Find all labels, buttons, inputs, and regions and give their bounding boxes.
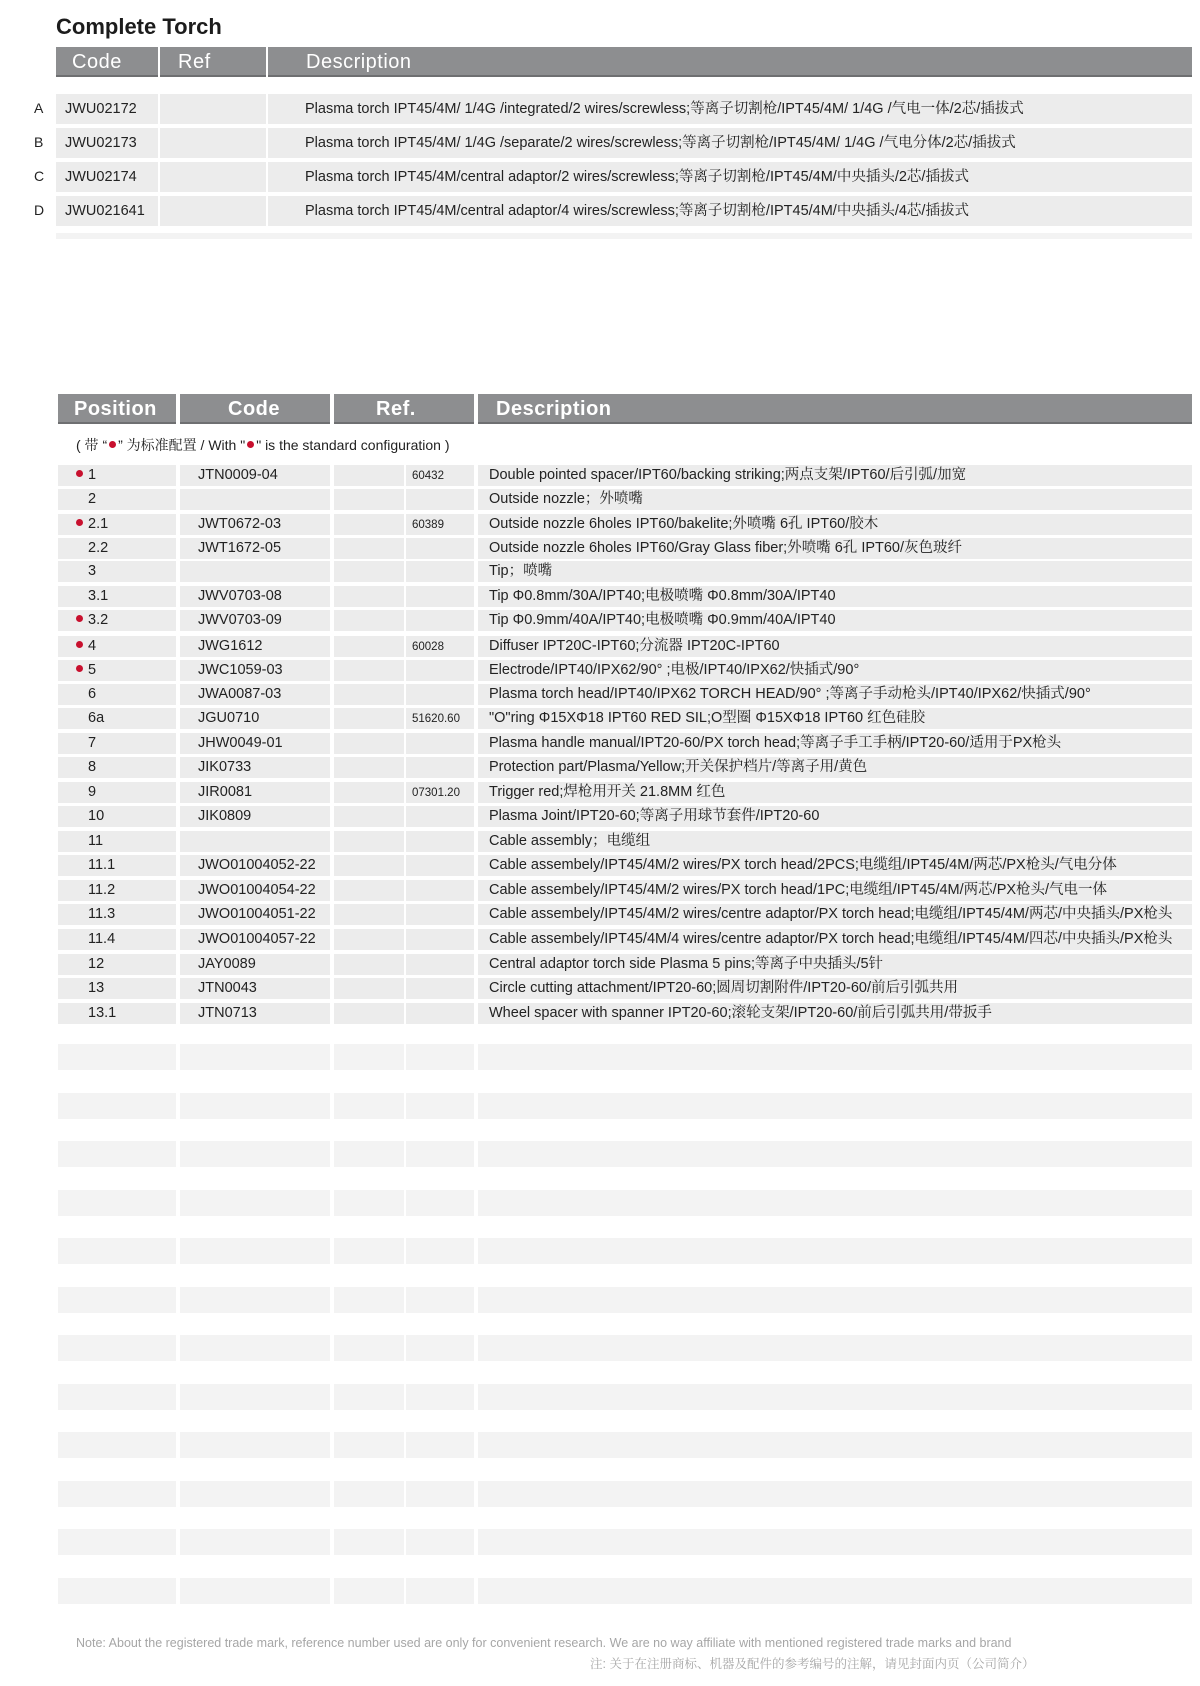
position-label: 4: [88, 638, 97, 654]
position-label: 5: [88, 662, 97, 678]
cell-bg: [406, 978, 474, 999]
row-code: JWO01004052-22: [198, 857, 316, 873]
cell-bg: [334, 904, 404, 925]
position-label: 11.1: [88, 857, 116, 873]
row-description: Plasma torch head/IPT40/IPX62 TORCH HEAD/90° ;等离子手动枪头/IPT40/IPX62/快插式/90°: [489, 686, 1091, 702]
cell-bg: [160, 196, 266, 226]
cell-bg: [334, 831, 404, 852]
cell-bg: [406, 538, 474, 559]
row-code: JWU02172: [65, 101, 137, 117]
row-description: Outside nozzle 6holes IPT60/Gray Glass fiber;外喷嘴 6孔 IPT60/灰色玻纤: [489, 540, 963, 556]
position-label: 3: [88, 563, 97, 579]
standard-dot-icon: [247, 441, 254, 448]
cell-bg: [334, 782, 404, 803]
empty-cell: [58, 1190, 176, 1216]
cell-bg: [406, 684, 474, 705]
row-position: [76, 636, 96, 656]
row-description: Diffuser IPT20C-IPT60;分流器 IPT20C-IPT60: [489, 638, 780, 654]
position-label: 13.1: [88, 1005, 117, 1021]
standard-dot-icon: [76, 519, 83, 526]
position-label: 13: [88, 980, 105, 996]
row-code: JHW0049-01: [198, 735, 283, 751]
header-ref: Ref.: [334, 394, 474, 424]
position-label: 7: [88, 735, 97, 751]
empty-cell: [58, 1287, 176, 1313]
cell-bg: [406, 880, 474, 901]
cell-bg: [180, 489, 330, 510]
cell-bg: [406, 929, 474, 950]
empty-cell: [180, 1481, 330, 1507]
row-code: JIK0809: [198, 808, 252, 824]
legend-suffix: " is the standard configuration ): [256, 437, 450, 453]
empty-cell: [180, 1141, 330, 1167]
empty-cell: [180, 1287, 330, 1313]
empty-cell: [180, 1335, 330, 1361]
empty-cell: [334, 1335, 404, 1361]
row-position: [76, 465, 96, 485]
empty-cell: [406, 1432, 474, 1458]
empty-cell: [478, 1432, 1192, 1458]
cell-bg: [334, 1003, 404, 1024]
row-position: [76, 831, 103, 851]
empty-cell: [58, 1529, 176, 1555]
cell-bg: [406, 489, 474, 510]
row-position: [76, 904, 115, 924]
empty-cell: [406, 1335, 474, 1361]
empty-cell: [478, 1384, 1192, 1410]
row-description: Tip；喷嘴: [489, 563, 553, 579]
empty-cell: [406, 1190, 474, 1216]
cell-bg: [406, 954, 474, 975]
cell-bg: [56, 233, 1192, 239]
empty-cell: [180, 1044, 330, 1070]
row-description: Plasma torch IPT45/4M/ 1/4G /integrated/2 wires/screwless;等离子切割枪/IPT45/4M/ 1/4G /气电一体/2芯/插拔式: [305, 101, 1024, 117]
position-label: 3.2: [88, 612, 109, 628]
position-label: 11.4: [88, 931, 116, 947]
cell-bg: [160, 162, 266, 192]
row-code: JWC1059-03: [198, 662, 283, 678]
row-letter: B: [34, 134, 44, 150]
header-code: Code: [180, 394, 330, 424]
position-label: 10: [88, 808, 105, 824]
row-description: Wheel spacer with spanner IPT20-60;滚轮支架/IPT20-60/前后引弧共用/带扳手: [489, 1005, 992, 1021]
empty-cell: [406, 1529, 474, 1555]
row-position: [76, 855, 115, 875]
row-description: Cable assembely/IPT45/4M/2 wires/PX torch head/1PC;电缆组/IPT45/4M/两芯/PX枪头/气电一体: [489, 882, 1108, 898]
empty-cell: [180, 1384, 330, 1410]
empty-cell: [334, 1238, 404, 1264]
cell-bg: [406, 904, 474, 925]
row-description: Trigger red;焊枪用开关 21.8MM 红色: [489, 784, 726, 800]
cell-bg: [334, 636, 404, 657]
row-description: Plasma Joint/IPT20-60;等离子用球节套件/IPT20-60: [489, 808, 820, 824]
empty-cell: [406, 1578, 474, 1604]
row-code: JWV0703-08: [198, 588, 282, 604]
row-letter: D: [34, 202, 45, 218]
footer-note-en: Note: About the registered trade mark, reference number used are only for convenient research. We are no way affiliate with mentioned registered trade marks and brand: [76, 1636, 1012, 1650]
row-position: [76, 880, 115, 900]
cell-bg: [334, 465, 404, 486]
row-position: [76, 514, 108, 534]
row-position: [76, 806, 104, 826]
row-code: JWU021641: [65, 203, 145, 219]
cell-bg: [160, 128, 266, 158]
cell-bg: [180, 831, 330, 852]
legend-middle: ” 为标准配置 / With ": [118, 437, 246, 453]
position-label: 2.2: [88, 540, 109, 556]
empty-cell: [406, 1384, 474, 1410]
empty-cell: [180, 1190, 330, 1216]
header-description: Description: [478, 394, 1192, 424]
row-position: [76, 708, 104, 728]
header-description: Description: [268, 47, 1192, 77]
row-description: Circle cutting attachment/IPT20-60;圆周切割附件/IPT20-60/前后引弧共用: [489, 980, 958, 996]
row-description: Plasma torch IPT45/4M/central adaptor/4 wires/screwless;等离子切割枪/IPT45/4M/中央插头/4芯/插拔式: [305, 203, 969, 219]
row-ref: 07301.20: [412, 787, 460, 799]
cell-bg: [334, 708, 404, 729]
row-position: [76, 610, 108, 630]
row-code: JWT0672-03: [198, 516, 282, 532]
row-ref: 51620.60: [412, 713, 460, 725]
empty-cell: [58, 1093, 176, 1119]
row-code: JAY0089: [198, 956, 256, 972]
empty-cell: [406, 1481, 474, 1507]
row-position: [76, 954, 104, 974]
empty-cell: [58, 1432, 176, 1458]
header-position: Position: [58, 394, 176, 424]
position-label: 11.2: [88, 882, 116, 898]
row-position: [76, 929, 115, 949]
row-code: JGU0710: [198, 710, 260, 726]
empty-cell: [334, 1432, 404, 1458]
empty-cell: [58, 1481, 176, 1507]
empty-cell: [58, 1384, 176, 1410]
row-code: JIR0081: [198, 784, 253, 800]
row-description: Cable assembely/IPT45/4M/4 wires/centre adaptor/PX torch head;电缆组/IPT45/4M/四芯/中央插头/PX枪头: [489, 931, 1173, 947]
empty-cell: [478, 1481, 1192, 1507]
row-code: JWV0703-09: [198, 612, 282, 628]
position-label: 1: [88, 467, 97, 483]
cell-bg: [334, 929, 404, 950]
position-label: 12: [88, 956, 105, 972]
position-label: 11: [88, 833, 104, 849]
row-description: Plasma handle manual/IPT20-60/PX torch head;等离子手工手柄/IPT20-60/适用于PX枪头: [489, 735, 1062, 751]
cell-bg: [334, 806, 404, 827]
cell-bg: [334, 757, 404, 778]
row-position: [76, 660, 96, 680]
row-description: Tip Φ0.8mm/30A/IPT40;电极喷嘴 Φ0.8mm/30A/IPT40: [489, 588, 836, 604]
cell-bg: [334, 586, 404, 607]
cell-bg: [334, 610, 404, 631]
empty-cell: [406, 1141, 474, 1167]
empty-cell: [478, 1238, 1192, 1264]
empty-cell: [406, 1238, 474, 1264]
cell-bg: [334, 978, 404, 999]
cell-bg: [406, 660, 474, 681]
empty-cell: [334, 1481, 404, 1507]
row-ref: 60028: [412, 641, 444, 653]
empty-cell: [478, 1093, 1192, 1119]
cell-bg: [406, 831, 474, 852]
cell-bg: [334, 489, 404, 510]
row-description: Protection part/Plasma/Yellow;开关保护档片/等离子用/黄色: [489, 759, 868, 775]
cell-bg: [406, 806, 474, 827]
row-position: [76, 561, 96, 581]
position-label: 8: [88, 759, 97, 775]
cell-bg: [406, 610, 474, 631]
row-position: [76, 733, 96, 753]
empty-cell: [334, 1190, 404, 1216]
empty-cell: [478, 1190, 1192, 1216]
standard-dot-icon: [76, 470, 83, 477]
row-position: [76, 1003, 116, 1023]
row-description: Central adaptor torch side Plasma 5 pins;等离子中央插头/5针: [489, 956, 884, 972]
row-code: JWT1672-05: [198, 540, 282, 556]
standard-dot-icon: [109, 441, 116, 448]
legend-prefix: ( 带 “: [76, 437, 108, 453]
empty-cell: [406, 1287, 474, 1313]
row-code: JTN0713: [198, 1005, 257, 1021]
row-description: Plasma torch IPT45/4M/central adaptor/2 wires/screwless;等离子切割枪/IPT45/4M/中央插头/2芯/插拔式: [305, 169, 969, 185]
cell-bg: [406, 586, 474, 607]
empty-cell: [334, 1287, 404, 1313]
cell-bg: [406, 1003, 474, 1024]
empty-cell: [478, 1335, 1192, 1361]
cell-bg: [334, 561, 404, 582]
footer-note-cn: 注: 关于在注册商标、机器及配件的参考编号的注解，请见封面内页（公司简介）: [590, 1657, 1035, 1671]
cell-bg: [334, 733, 404, 754]
empty-cell: [334, 1384, 404, 1410]
empty-cell: [58, 1335, 176, 1361]
empty-cell: [58, 1578, 176, 1604]
cell-bg: [406, 757, 474, 778]
position-label: 2: [88, 491, 97, 507]
row-description: Plasma torch IPT45/4M/ 1/4G /separate/2 wires/screwless;等离子切割枪/IPT45/4M/ 1/4G /气电分体/2芯/插拔式: [305, 135, 1016, 151]
standard-dot-icon: [76, 641, 83, 648]
row-description: Outside nozzle；外喷嘴: [489, 491, 643, 507]
empty-cell: [180, 1238, 330, 1264]
cell-bg: [406, 561, 474, 582]
empty-cell: [58, 1238, 176, 1264]
position-label: 9: [88, 784, 97, 800]
row-ref: 60389: [412, 519, 444, 531]
empty-cell: [180, 1432, 330, 1458]
empty-cell: [334, 1578, 404, 1604]
empty-cell: [334, 1529, 404, 1555]
empty-cell: [180, 1578, 330, 1604]
cell-bg: [334, 684, 404, 705]
header-ref: Ref: [160, 47, 266, 77]
empty-cell: [180, 1529, 330, 1555]
empty-cell: [478, 1141, 1192, 1167]
position-label: 2.1: [88, 516, 109, 532]
empty-cell: [406, 1093, 474, 1119]
cell-bg: [406, 855, 474, 876]
cell-bg: [180, 561, 330, 582]
row-code: JTN0043: [198, 980, 257, 996]
cell-bg: [334, 538, 404, 559]
row-code: JTN0009-04: [198, 467, 278, 483]
row-code: JWA0087-03: [198, 686, 282, 702]
cell-bg: [334, 954, 404, 975]
row-position: [76, 757, 96, 777]
empty-cell: [478, 1578, 1192, 1604]
row-description: Cable assembely/IPT45/4M/2 wires/centre adaptor/PX torch head;电缆组/IPT45/4M/两芯/中央插头/PX枪头: [489, 906, 1173, 922]
row-code: JWO01004051-22: [198, 906, 316, 922]
row-position: [76, 684, 96, 704]
header-code: Code: [56, 47, 158, 77]
position-label: 3.1: [88, 588, 109, 604]
cell-bg: [478, 561, 1192, 582]
section-title-complete-torch: Complete Torch: [56, 14, 222, 39]
empty-cell: [58, 1141, 176, 1167]
row-description: Cable assembely/IPT45/4M/2 wires/PX torch head/2PCS;电缆组/IPT45/4M/两芯/PX枪头/气电分体: [489, 857, 1117, 873]
empty-cell: [478, 1287, 1192, 1313]
row-letter: A: [34, 100, 44, 116]
row-description: Tip Φ0.9mm/40A/IPT40;电极喷嘴 Φ0.9mm/40A/IPT40: [489, 612, 836, 628]
cell-bg: [334, 855, 404, 876]
row-position: [76, 978, 104, 998]
empty-cell: [334, 1141, 404, 1167]
cell-bg: [334, 880, 404, 901]
cell-bg: [160, 94, 266, 124]
empty-cell: [478, 1044, 1192, 1070]
row-description: Electrode/IPT40/IPX62/90° ;电极/IPT40/IPX62/快插式/90°: [489, 662, 860, 678]
row-code: JWO01004054-22: [198, 882, 316, 898]
position-label: 11.3: [88, 906, 116, 922]
empty-cell: [406, 1044, 474, 1070]
row-description: Cable assembly；电缆组: [489, 833, 651, 849]
row-position: [76, 538, 108, 558]
row-code: JWO01004057-22: [198, 931, 316, 947]
row-description: Double pointed spacer/IPT60/backing striking;两点支架/IPT60/后引弧/加宽: [489, 467, 967, 483]
position-label: 6a: [88, 710, 105, 726]
row-position: [76, 586, 108, 606]
empty-cell: [334, 1093, 404, 1119]
row-code: JWG1612: [198, 638, 263, 654]
row-position: [76, 782, 96, 802]
row-position: [76, 489, 96, 509]
row-code: JWU02174: [65, 169, 137, 185]
cell-bg: [334, 514, 404, 535]
standard-config-legend: [76, 435, 450, 455]
standard-dot-icon: [76, 615, 83, 622]
cell-bg: [406, 733, 474, 754]
row-letter: C: [34, 168, 45, 184]
row-code: JIK0733: [198, 759, 252, 775]
empty-cell: [180, 1093, 330, 1119]
empty-cell: [478, 1529, 1192, 1555]
empty-cell: [58, 1044, 176, 1070]
cell-bg: [334, 660, 404, 681]
empty-cell: [334, 1044, 404, 1070]
row-description: "O"ring Φ15XΦ18 IPT60 RED SIL;O型圈 Φ15XΦ18 IPT60 红色硅胶: [489, 710, 926, 726]
row-description: Outside nozzle 6holes IPT60/bakelite;外喷嘴 6孔 IPT60/胶木: [489, 516, 879, 532]
position-label: 6: [88, 686, 97, 702]
row-ref: 60432: [412, 470, 444, 482]
standard-dot-icon: [76, 665, 83, 672]
row-code: JWU02173: [65, 135, 137, 151]
